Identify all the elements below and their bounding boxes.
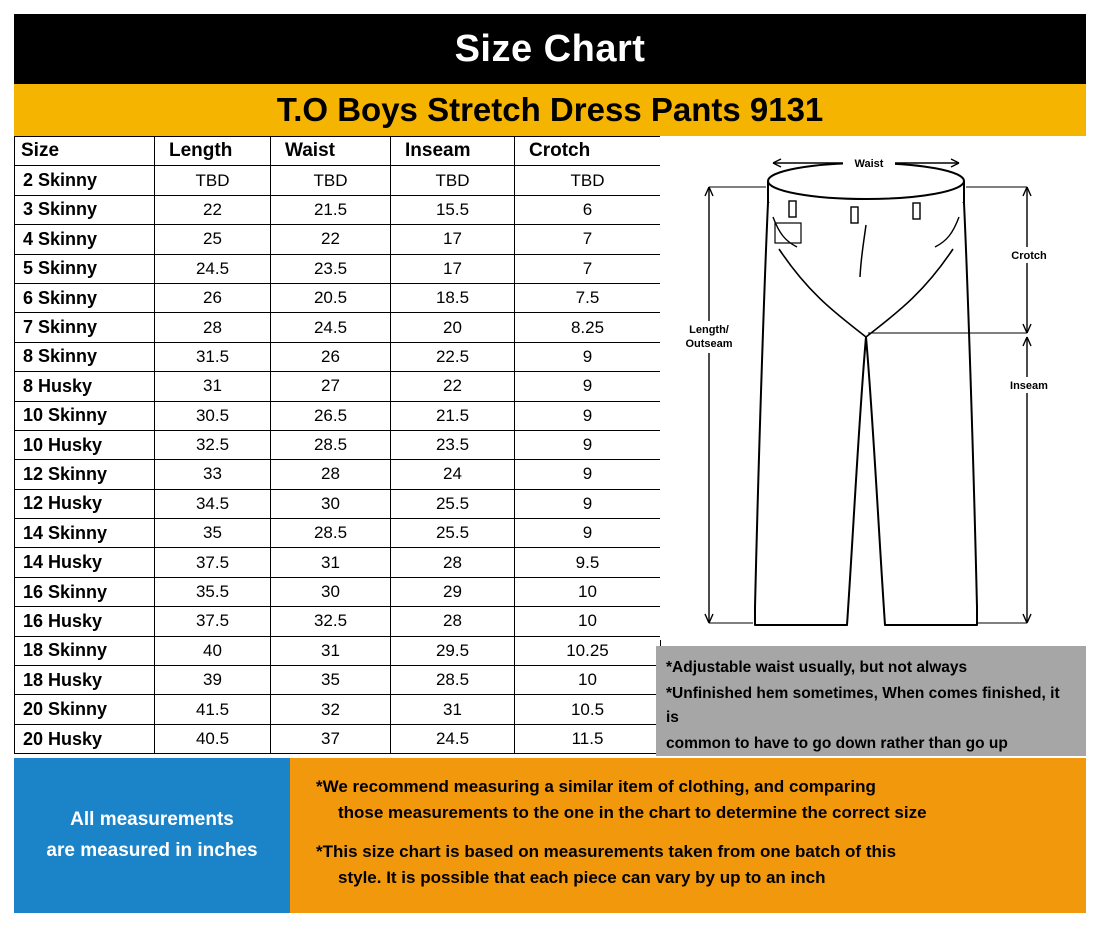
cell-size: 10 Husky — [15, 430, 155, 459]
cell-inseam: 25.5 — [391, 489, 515, 518]
table-row — [15, 636, 661, 665]
label-inseam: Inseam — [1010, 380, 1048, 392]
cell-crotch: 10.5 — [515, 695, 661, 724]
cell-waist: 28.5 — [271, 430, 391, 459]
pants-illustration-svg — [661, 137, 1087, 641]
table-row — [15, 313, 661, 342]
cell-size: 5 Skinny — [15, 254, 155, 283]
table-row — [15, 372, 661, 401]
label-waist: Waist — [854, 158, 884, 170]
cell-waist: 32 — [271, 695, 391, 724]
cell-crotch: 7 — [515, 254, 661, 283]
table-row — [15, 225, 661, 254]
cell-waist: 37 — [271, 724, 391, 753]
cell-size: 10 Skinny — [15, 401, 155, 430]
cell-size: 16 Skinny — [15, 577, 155, 606]
table-row — [15, 666, 661, 695]
cell-crotch: 8.25 — [515, 313, 661, 342]
cell-waist: 24.5 — [271, 313, 391, 342]
fit-note-line-2: *Unfinished hem sometimes, When comes finished, it is — [666, 685, 1060, 727]
table-row — [15, 460, 661, 489]
units-note-line-1: All measurements — [70, 809, 234, 831]
cell-inseam: 23.5 — [391, 430, 515, 459]
cell-crotch: 7 — [515, 225, 661, 254]
recommendation-note-line-1: *We recommend measuring a similar item of clothing, and comparing — [316, 777, 876, 796]
cell-size: 7 Skinny — [15, 313, 155, 342]
cell-inseam: 15.5 — [391, 195, 515, 224]
cell-length: 25 — [155, 225, 271, 254]
cell-crotch: 7.5 — [515, 283, 661, 312]
table-row — [15, 254, 661, 283]
cell-length: 30.5 — [155, 401, 271, 430]
cell-size: 4 Skinny — [15, 225, 155, 254]
cell-length: 40 — [155, 636, 271, 665]
batch-note-line-1: *This size chart is based on measurements taken from one batch of this — [316, 842, 897, 861]
cell-length: 37.5 — [155, 548, 271, 577]
table-row — [15, 695, 661, 724]
cell-crotch: 10 — [515, 666, 661, 695]
table-row — [15, 166, 661, 195]
cell-inseam: 20 — [391, 313, 515, 342]
cell-size: 3 Skinny — [15, 195, 155, 224]
cell-crotch: 10.25 — [515, 636, 661, 665]
table-row — [15, 489, 661, 518]
cell-crotch: 9 — [515, 489, 661, 518]
cell-crotch: 9 — [515, 519, 661, 548]
cell-size: 18 Husky — [15, 666, 155, 695]
cell-crotch: 9 — [515, 430, 661, 459]
table-row — [15, 724, 661, 753]
size-table-container — [14, 136, 660, 756]
cell-size: 12 Husky — [15, 489, 155, 518]
cell-size: 8 Skinny — [15, 342, 155, 371]
cell-inseam: 17 — [391, 254, 515, 283]
cell-waist: 28.5 — [271, 519, 391, 548]
cell-inseam: 28 — [391, 607, 515, 636]
cell-waist: 31 — [271, 548, 391, 577]
fit-notes — [656, 646, 1086, 756]
cell-inseam: 31 — [391, 695, 515, 724]
cell-length: 32.5 — [155, 430, 271, 459]
recommendation-note-line-2: those measurements to the one in the chart to determine the correct size — [338, 802, 927, 822]
cell-waist: 30 — [271, 577, 391, 606]
cell-waist: 31 — [271, 636, 391, 665]
cell-inseam: 24 — [391, 460, 515, 489]
cell-size: 6 Skinny — [15, 283, 155, 312]
column-header-inseam: Inseam — [391, 137, 515, 166]
cell-length: 41.5 — [155, 695, 271, 724]
cell-inseam: 22 — [391, 372, 515, 401]
column-header-length: Length — [155, 137, 271, 166]
label-outseam: Outseam — [685, 338, 733, 350]
cell-length: TBD — [155, 166, 271, 195]
cell-inseam: TBD — [391, 166, 515, 195]
table-header-row — [15, 137, 661, 166]
cell-waist: 21.5 — [271, 195, 391, 224]
table-row — [15, 283, 661, 312]
size-table-body — [15, 166, 661, 754]
cell-length: 35 — [155, 519, 271, 548]
cell-length: 24.5 — [155, 254, 271, 283]
cell-inseam: 17 — [391, 225, 515, 254]
cell-crotch: TBD — [515, 166, 661, 195]
cell-length: 28 — [155, 313, 271, 342]
table-row — [15, 519, 661, 548]
cell-length: 37.5 — [155, 607, 271, 636]
cell-inseam: 29 — [391, 577, 515, 606]
cell-size: 16 Husky — [15, 607, 155, 636]
cell-waist: 30 — [271, 489, 391, 518]
table-row — [15, 342, 661, 371]
cell-waist: 32.5 — [271, 607, 391, 636]
fit-note-line-1: *Adjustable waist usually, but not always — [666, 659, 968, 676]
cell-size: 20 Husky — [15, 724, 155, 753]
cell-size: 14 Skinny — [15, 519, 155, 548]
cell-waist: TBD — [271, 166, 391, 195]
cell-length: 40.5 — [155, 724, 271, 753]
cell-crotch: 9 — [515, 372, 661, 401]
cell-crotch: 6 — [515, 195, 661, 224]
cell-size: 14 Husky — [15, 548, 155, 577]
cell-size: 20 Skinny — [15, 695, 155, 724]
cell-size: 8 Husky — [15, 372, 155, 401]
batch-note — [316, 839, 1060, 890]
cell-inseam: 22.5 — [391, 342, 515, 371]
cell-inseam: 29.5 — [391, 636, 515, 665]
table-row — [15, 577, 661, 606]
pants-diagram — [660, 136, 1086, 640]
cell-inseam: 21.5 — [391, 401, 515, 430]
table-row — [15, 195, 661, 224]
table-row — [15, 607, 661, 636]
cell-waist: 35 — [271, 666, 391, 695]
cell-crotch: 9 — [515, 460, 661, 489]
product-title: T.O Boys Stretch Dress Pants 9131 — [14, 84, 1086, 136]
cell-waist: 20.5 — [271, 283, 391, 312]
cell-crotch: 10 — [515, 607, 661, 636]
cell-length: 39 — [155, 666, 271, 695]
fit-note-line-3: common to have to go down rather than go up — [666, 735, 1008, 753]
cell-crotch: 11.5 — [515, 724, 661, 753]
cell-inseam: 25.5 — [391, 519, 515, 548]
label-crotch: Crotch — [1011, 250, 1047, 262]
units-note — [14, 758, 290, 913]
page-title: Size Chart — [14, 14, 1086, 84]
label-length: Length/ — [689, 324, 729, 336]
cell-length: 33 — [155, 460, 271, 489]
recommendation-note — [316, 774, 1060, 825]
cell-length: 35.5 — [155, 577, 271, 606]
disclaimer-notes — [290, 758, 1086, 913]
cell-length: 22 — [155, 195, 271, 224]
cell-crotch: 10 — [515, 577, 661, 606]
cell-inseam: 28 — [391, 548, 515, 577]
cell-size: 12 Skinny — [15, 460, 155, 489]
cell-crotch: 9 — [515, 401, 661, 430]
table-row — [15, 548, 661, 577]
cell-length: 34.5 — [155, 489, 271, 518]
cell-length: 31 — [155, 372, 271, 401]
cell-length: 31.5 — [155, 342, 271, 371]
cell-waist: 22 — [271, 225, 391, 254]
cell-inseam: 28.5 — [391, 666, 515, 695]
cell-crotch: 9.5 — [515, 548, 661, 577]
cell-size: 2 Skinny — [15, 166, 155, 195]
cell-inseam: 18.5 — [391, 283, 515, 312]
cell-waist: 26.5 — [271, 401, 391, 430]
column-header-crotch: Crotch — [515, 137, 661, 166]
batch-note-line-2: style. It is possible that each piece can vary by up to an inch — [338, 867, 826, 887]
column-header-size: Size — [15, 137, 155, 166]
cell-inseam: 24.5 — [391, 724, 515, 753]
cell-length: 26 — [155, 283, 271, 312]
cell-waist: 27 — [271, 372, 391, 401]
cell-waist: 26 — [271, 342, 391, 371]
cell-waist: 28 — [271, 460, 391, 489]
table-row — [15, 430, 661, 459]
table-row — [15, 401, 661, 430]
units-note-line-2: are measured in inches — [46, 839, 258, 861]
cell-crotch: 9 — [515, 342, 661, 371]
cell-waist: 23.5 — [271, 254, 391, 283]
size-table — [14, 136, 661, 754]
column-header-waist: Waist — [271, 137, 391, 166]
cell-size: 18 Skinny — [15, 636, 155, 665]
